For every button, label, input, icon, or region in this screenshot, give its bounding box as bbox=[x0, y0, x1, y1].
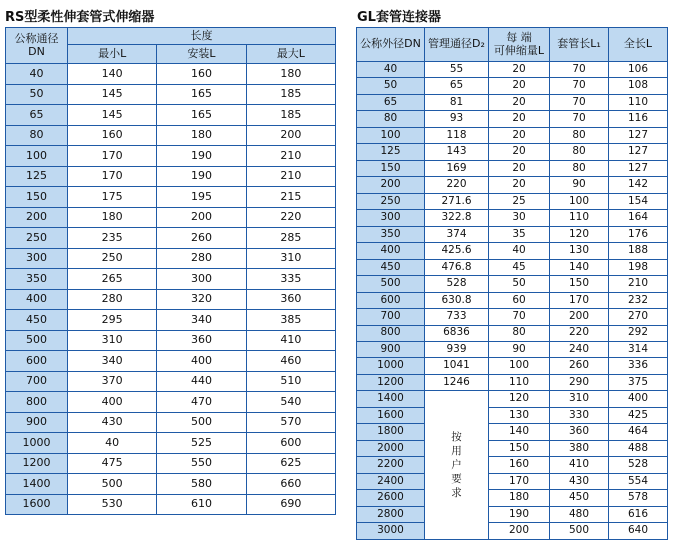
value-cell: 660 bbox=[246, 474, 335, 495]
table-row bbox=[6, 433, 336, 454]
value-cell: 215 bbox=[246, 187, 335, 208]
dn-cell: 1200 bbox=[357, 374, 425, 390]
table-row bbox=[357, 309, 668, 325]
value-cell: 600 bbox=[246, 433, 335, 454]
rs-header-min: 最小L bbox=[68, 45, 157, 64]
dn-cell: 350 bbox=[357, 226, 425, 242]
value-cell: 235 bbox=[68, 228, 157, 249]
dn-cell: 2600 bbox=[357, 490, 425, 506]
value-cell: 127 bbox=[609, 160, 668, 176]
dn-cell: 150 bbox=[6, 187, 68, 208]
value-cell: 145 bbox=[68, 84, 157, 105]
dn-cell: 300 bbox=[357, 210, 425, 226]
dn-cell: 700 bbox=[6, 371, 68, 392]
value-cell: 480 bbox=[550, 506, 609, 522]
value-cell: 232 bbox=[609, 292, 668, 308]
value-cell: 550 bbox=[157, 453, 246, 474]
gl-header-total: 全长L bbox=[609, 28, 668, 62]
table-row bbox=[6, 228, 336, 249]
dn-cell: 1800 bbox=[357, 424, 425, 440]
value-cell: 335 bbox=[246, 269, 335, 290]
value-cell: 108 bbox=[609, 78, 668, 94]
value-cell: 464 bbox=[609, 424, 668, 440]
table-row bbox=[6, 371, 336, 392]
value-cell: 400 bbox=[609, 391, 668, 407]
value-cell: 170 bbox=[68, 146, 157, 167]
dn-cell: 40 bbox=[6, 64, 68, 85]
value-cell: 35 bbox=[489, 226, 550, 242]
value-cell: 100 bbox=[550, 193, 609, 209]
value-cell: 160 bbox=[68, 125, 157, 146]
value-cell: 165 bbox=[157, 105, 246, 126]
value-cell: 271.6 bbox=[425, 193, 489, 209]
table-row bbox=[357, 78, 668, 94]
value-cell: 292 bbox=[609, 325, 668, 341]
value-cell: 360 bbox=[157, 330, 246, 351]
value-cell: 220 bbox=[246, 207, 335, 228]
table-row bbox=[6, 248, 336, 269]
table-row bbox=[357, 325, 668, 341]
value-cell: 154 bbox=[609, 193, 668, 209]
dn-cell: 250 bbox=[357, 193, 425, 209]
value-cell: 380 bbox=[550, 440, 609, 456]
dn-cell: 500 bbox=[6, 330, 68, 351]
value-cell: 210 bbox=[246, 146, 335, 167]
dn-cell: 125 bbox=[357, 144, 425, 160]
dn-cell: 100 bbox=[6, 146, 68, 167]
dn-cell: 50 bbox=[6, 84, 68, 105]
rs-table-title: RS型柔性伸套管式伸缩器 bbox=[5, 10, 155, 25]
value-cell: 375 bbox=[609, 374, 668, 390]
value-cell: 80 bbox=[550, 160, 609, 176]
value-cell: 164 bbox=[609, 210, 668, 226]
gl-header-dn: 公称外径DN bbox=[357, 28, 425, 62]
value-cell: 70 bbox=[489, 309, 550, 325]
table-row bbox=[6, 105, 336, 126]
value-cell: 90 bbox=[550, 177, 609, 193]
value-cell: 295 bbox=[68, 310, 157, 331]
value-cell: 116 bbox=[609, 111, 668, 127]
value-cell: 20 bbox=[489, 144, 550, 160]
value-cell: 488 bbox=[609, 440, 668, 456]
dn-cell: 200 bbox=[6, 207, 68, 228]
value-cell: 200 bbox=[246, 125, 335, 146]
value-cell: 290 bbox=[550, 374, 609, 390]
value-cell: 336 bbox=[609, 358, 668, 374]
table-row bbox=[357, 457, 668, 473]
table-row bbox=[357, 440, 668, 456]
value-cell: 55 bbox=[425, 62, 489, 78]
rs-dimension-table bbox=[5, 27, 336, 515]
value-cell: 81 bbox=[425, 94, 489, 110]
value-cell: 630.8 bbox=[425, 292, 489, 308]
table-row bbox=[357, 226, 668, 242]
value-cell: 370 bbox=[68, 371, 157, 392]
value-cell: 20 bbox=[489, 78, 550, 94]
value-cell: 93 bbox=[425, 111, 489, 127]
value-cell: 130 bbox=[489, 407, 550, 423]
dn-cell: 350 bbox=[6, 269, 68, 290]
value-cell: 180 bbox=[68, 207, 157, 228]
value-cell: 540 bbox=[246, 392, 335, 413]
value-cell: 150 bbox=[489, 440, 550, 456]
value-cell: 150 bbox=[550, 276, 609, 292]
value-cell: 70 bbox=[550, 62, 609, 78]
value-cell: 270 bbox=[609, 309, 668, 325]
dn-cell: 400 bbox=[357, 243, 425, 259]
value-cell: 176 bbox=[609, 226, 668, 242]
value-cell: 195 bbox=[157, 187, 246, 208]
value-cell: 190 bbox=[489, 506, 550, 522]
value-cell: 265 bbox=[68, 269, 157, 290]
value-cell: 140 bbox=[550, 259, 609, 275]
value-cell: 70 bbox=[550, 78, 609, 94]
value-cell: 185 bbox=[246, 105, 335, 126]
value-cell: 690 bbox=[246, 494, 335, 515]
value-cell: 530 bbox=[68, 494, 157, 515]
gl-header-l1: 套管长L₁ bbox=[550, 28, 609, 62]
table-row bbox=[357, 144, 668, 160]
value-cell: 110 bbox=[489, 374, 550, 390]
table-row bbox=[6, 146, 336, 167]
value-cell: 510 bbox=[246, 371, 335, 392]
value-cell: 180 bbox=[489, 490, 550, 506]
dn-cell: 50 bbox=[357, 78, 425, 94]
dn-cell: 2400 bbox=[357, 473, 425, 489]
table-row bbox=[357, 94, 668, 110]
value-cell: 570 bbox=[246, 412, 335, 433]
value-cell: 400 bbox=[157, 351, 246, 372]
value-cell: 70 bbox=[550, 94, 609, 110]
gl-dimension-table bbox=[356, 27, 668, 540]
dn-cell: 800 bbox=[6, 392, 68, 413]
value-cell: 528 bbox=[425, 276, 489, 292]
merged-note-cell: 按 用 户 要 求 bbox=[425, 391, 489, 539]
value-cell: 1246 bbox=[425, 374, 489, 390]
table-row bbox=[357, 407, 668, 423]
value-cell: 6836 bbox=[425, 325, 489, 341]
value-cell: 140 bbox=[489, 424, 550, 440]
table-row bbox=[357, 210, 668, 226]
value-cell: 45 bbox=[489, 259, 550, 275]
value-cell: 165 bbox=[157, 84, 246, 105]
value-cell: 80 bbox=[550, 144, 609, 160]
rs-header-length: 长度 bbox=[68, 28, 336, 45]
value-cell: 322.8 bbox=[425, 210, 489, 226]
table-row bbox=[357, 243, 668, 259]
value-cell: 188 bbox=[609, 243, 668, 259]
gl-header-d2: 管理通径D₂ bbox=[425, 28, 489, 62]
dn-cell: 3000 bbox=[357, 523, 425, 539]
value-cell: 425 bbox=[609, 407, 668, 423]
rs-header-install: 安装L bbox=[157, 45, 246, 64]
dn-cell: 600 bbox=[6, 351, 68, 372]
dn-cell: 1000 bbox=[6, 433, 68, 454]
value-cell: 310 bbox=[68, 330, 157, 351]
value-cell: 280 bbox=[68, 289, 157, 310]
value-cell: 220 bbox=[550, 325, 609, 341]
value-cell: 410 bbox=[550, 457, 609, 473]
value-cell: 30 bbox=[489, 210, 550, 226]
value-cell: 616 bbox=[609, 506, 668, 522]
dn-cell: 800 bbox=[357, 325, 425, 341]
value-cell: 143 bbox=[425, 144, 489, 160]
value-cell: 430 bbox=[68, 412, 157, 433]
value-cell: 110 bbox=[550, 210, 609, 226]
value-cell: 90 bbox=[489, 341, 550, 357]
value-cell: 476.8 bbox=[425, 259, 489, 275]
table-row bbox=[6, 453, 336, 474]
value-cell: 180 bbox=[246, 64, 335, 85]
value-cell: 210 bbox=[246, 166, 335, 187]
dn-cell: 1400 bbox=[6, 474, 68, 495]
value-cell: 160 bbox=[157, 64, 246, 85]
value-cell: 118 bbox=[425, 127, 489, 143]
value-cell: 440 bbox=[157, 371, 246, 392]
table-row bbox=[6, 351, 336, 372]
table-row bbox=[6, 392, 336, 413]
dn-cell: 300 bbox=[6, 248, 68, 269]
value-cell: 70 bbox=[550, 111, 609, 127]
dn-cell: 2800 bbox=[357, 506, 425, 522]
dn-cell: 700 bbox=[357, 309, 425, 325]
dn-cell: 1600 bbox=[357, 407, 425, 423]
value-cell: 198 bbox=[609, 259, 668, 275]
value-cell: 500 bbox=[550, 523, 609, 539]
value-cell: 410 bbox=[246, 330, 335, 351]
value-cell: 525 bbox=[157, 433, 246, 454]
rs-header-dn: 公称通径DN bbox=[6, 28, 68, 64]
value-cell: 260 bbox=[550, 358, 609, 374]
gl-header-expand: 每 端 可伸缩量L bbox=[489, 28, 550, 62]
value-cell: 170 bbox=[489, 473, 550, 489]
dn-cell: 80 bbox=[357, 111, 425, 127]
value-cell: 285 bbox=[246, 228, 335, 249]
value-cell: 170 bbox=[550, 292, 609, 308]
value-cell: 240 bbox=[550, 341, 609, 357]
value-cell: 733 bbox=[425, 309, 489, 325]
gl-table-title: GL套管连接器 bbox=[357, 10, 441, 25]
value-cell: 450 bbox=[550, 490, 609, 506]
table-row bbox=[357, 523, 668, 539]
dn-cell: 900 bbox=[6, 412, 68, 433]
table-row bbox=[357, 292, 668, 308]
table-row bbox=[6, 289, 336, 310]
dn-cell: 450 bbox=[6, 310, 68, 331]
value-cell: 554 bbox=[609, 473, 668, 489]
table-row bbox=[357, 358, 668, 374]
value-cell: 200 bbox=[550, 309, 609, 325]
value-cell: 169 bbox=[425, 160, 489, 176]
value-cell: 180 bbox=[157, 125, 246, 146]
value-cell: 580 bbox=[157, 474, 246, 495]
value-cell: 578 bbox=[609, 490, 668, 506]
value-cell: 300 bbox=[157, 269, 246, 290]
value-cell: 120 bbox=[550, 226, 609, 242]
value-cell: 120 bbox=[489, 391, 550, 407]
dn-cell: 1600 bbox=[6, 494, 68, 515]
value-cell: 500 bbox=[157, 412, 246, 433]
value-cell: 500 bbox=[68, 474, 157, 495]
dn-cell: 40 bbox=[357, 62, 425, 78]
table-row bbox=[357, 193, 668, 209]
value-cell: 360 bbox=[246, 289, 335, 310]
table-row bbox=[6, 207, 336, 228]
value-cell: 340 bbox=[157, 310, 246, 331]
value-cell: 20 bbox=[489, 94, 550, 110]
table-row bbox=[6, 494, 336, 515]
value-cell: 320 bbox=[157, 289, 246, 310]
value-cell: 528 bbox=[609, 457, 668, 473]
value-cell: 80 bbox=[550, 127, 609, 143]
value-cell: 310 bbox=[246, 248, 335, 269]
value-cell: 360 bbox=[550, 424, 609, 440]
rs-header-max: 最大L bbox=[246, 45, 335, 64]
dn-cell: 2000 bbox=[357, 440, 425, 456]
value-cell: 40 bbox=[489, 243, 550, 259]
table-row bbox=[357, 276, 668, 292]
value-cell: 260 bbox=[157, 228, 246, 249]
value-cell: 20 bbox=[489, 160, 550, 176]
value-cell: 400 bbox=[68, 392, 157, 413]
value-cell: 20 bbox=[489, 177, 550, 193]
table-row bbox=[6, 474, 336, 495]
value-cell: 330 bbox=[550, 407, 609, 423]
value-cell: 20 bbox=[489, 111, 550, 127]
table-row bbox=[6, 125, 336, 146]
value-cell: 40 bbox=[68, 433, 157, 454]
table-row bbox=[6, 166, 336, 187]
dn-cell: 500 bbox=[357, 276, 425, 292]
table-row bbox=[357, 160, 668, 176]
table-row bbox=[6, 269, 336, 290]
dn-cell: 65 bbox=[357, 94, 425, 110]
dn-cell: 1200 bbox=[6, 453, 68, 474]
table-row bbox=[357, 127, 668, 143]
dn-cell: 2200 bbox=[357, 457, 425, 473]
table-row bbox=[357, 424, 668, 440]
table-row bbox=[357, 62, 668, 78]
value-cell: 20 bbox=[489, 62, 550, 78]
value-cell: 460 bbox=[246, 351, 335, 372]
dn-cell: 150 bbox=[357, 160, 425, 176]
value-cell: 100 bbox=[489, 358, 550, 374]
table-row bbox=[357, 374, 668, 390]
value-cell: 200 bbox=[157, 207, 246, 228]
value-cell: 314 bbox=[609, 341, 668, 357]
value-cell: 110 bbox=[609, 94, 668, 110]
table-row bbox=[357, 177, 668, 193]
value-cell: 140 bbox=[68, 64, 157, 85]
value-cell: 374 bbox=[425, 226, 489, 242]
table-row bbox=[6, 310, 336, 331]
dn-cell: 125 bbox=[6, 166, 68, 187]
table-row bbox=[357, 490, 668, 506]
value-cell: 220 bbox=[425, 177, 489, 193]
value-cell: 475 bbox=[68, 453, 157, 474]
value-cell: 340 bbox=[68, 351, 157, 372]
value-cell: 190 bbox=[157, 166, 246, 187]
value-cell: 20 bbox=[489, 127, 550, 143]
dn-cell: 100 bbox=[357, 127, 425, 143]
value-cell: 190 bbox=[157, 146, 246, 167]
value-cell: 127 bbox=[609, 127, 668, 143]
dn-cell: 1400 bbox=[357, 391, 425, 407]
value-cell: 425.6 bbox=[425, 243, 489, 259]
table-row bbox=[6, 64, 336, 85]
value-cell: 280 bbox=[157, 248, 246, 269]
value-cell: 170 bbox=[68, 166, 157, 187]
value-cell: 142 bbox=[609, 177, 668, 193]
value-cell: 65 bbox=[425, 78, 489, 94]
table-row bbox=[357, 506, 668, 522]
value-cell: 310 bbox=[550, 391, 609, 407]
value-cell: 250 bbox=[68, 248, 157, 269]
table-row bbox=[357, 473, 668, 489]
dn-cell: 200 bbox=[357, 177, 425, 193]
value-cell: 60 bbox=[489, 292, 550, 308]
value-cell: 430 bbox=[550, 473, 609, 489]
dn-cell: 65 bbox=[6, 105, 68, 126]
value-cell: 385 bbox=[246, 310, 335, 331]
table-row bbox=[6, 187, 336, 208]
table-row bbox=[357, 111, 668, 127]
table-row bbox=[357, 259, 668, 275]
value-cell: 175 bbox=[68, 187, 157, 208]
dn-cell: 900 bbox=[357, 341, 425, 357]
value-cell: 130 bbox=[550, 243, 609, 259]
value-cell: 145 bbox=[68, 105, 157, 126]
dn-cell: 600 bbox=[357, 292, 425, 308]
dn-cell: 400 bbox=[6, 289, 68, 310]
value-cell: 185 bbox=[246, 84, 335, 105]
value-cell: 210 bbox=[609, 276, 668, 292]
dn-cell: 80 bbox=[6, 125, 68, 146]
table-row bbox=[357, 341, 668, 357]
value-cell: 640 bbox=[609, 523, 668, 539]
value-cell: 1041 bbox=[425, 358, 489, 374]
value-cell: 25 bbox=[489, 193, 550, 209]
table-row bbox=[6, 412, 336, 433]
dn-cell: 450 bbox=[357, 259, 425, 275]
dn-cell: 250 bbox=[6, 228, 68, 249]
table-row bbox=[6, 330, 336, 351]
dn-cell: 1000 bbox=[357, 358, 425, 374]
value-cell: 470 bbox=[157, 392, 246, 413]
value-cell: 200 bbox=[489, 523, 550, 539]
value-cell: 127 bbox=[609, 144, 668, 160]
value-cell: 939 bbox=[425, 341, 489, 357]
value-cell: 50 bbox=[489, 276, 550, 292]
value-cell: 610 bbox=[157, 494, 246, 515]
value-cell: 80 bbox=[489, 325, 550, 341]
value-cell: 625 bbox=[246, 453, 335, 474]
table-row bbox=[6, 84, 336, 105]
value-cell: 106 bbox=[609, 62, 668, 78]
table-row bbox=[357, 391, 668, 407]
value-cell: 160 bbox=[489, 457, 550, 473]
